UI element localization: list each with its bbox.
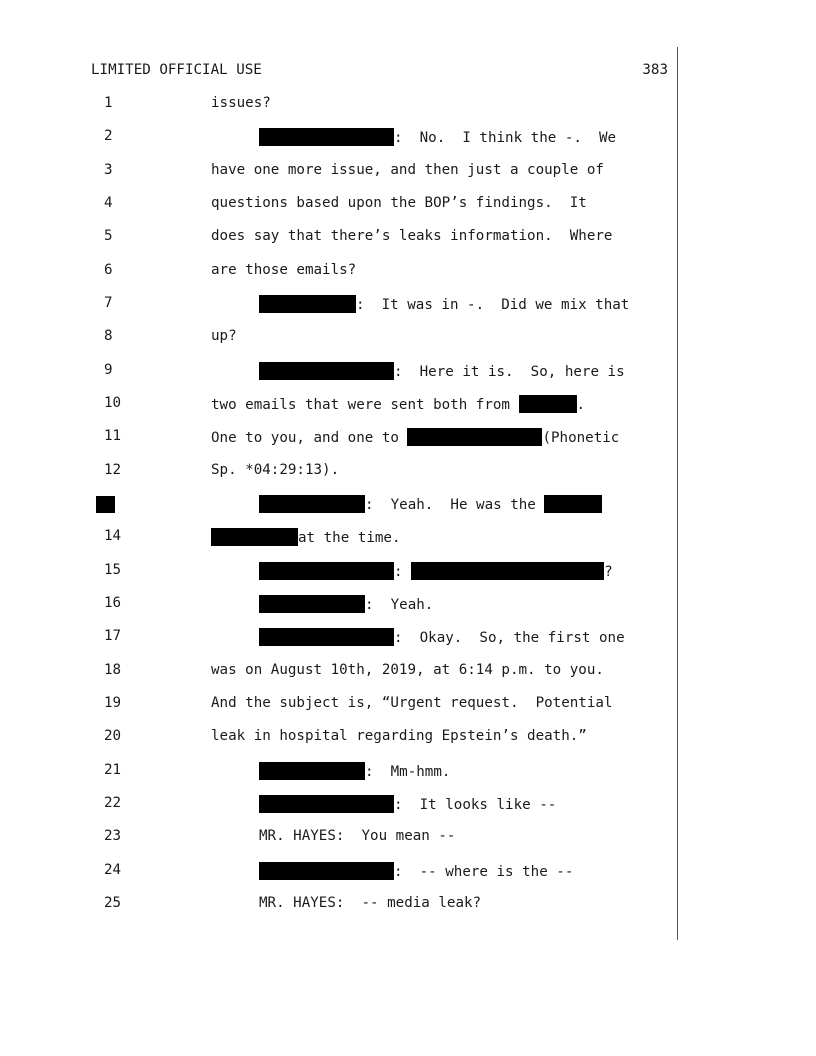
transcript-line: : -- where is the -- bbox=[259, 862, 573, 880]
redaction-box bbox=[259, 362, 394, 380]
transcript-line: are those emails? bbox=[211, 262, 357, 278]
transcript-line: MR. HAYES: You mean -- bbox=[259, 828, 456, 844]
line-number: 17 bbox=[104, 628, 122, 644]
transcript-line: : Mm-hmm. bbox=[259, 762, 450, 780]
line-number: 1 bbox=[104, 95, 113, 111]
transcript-line: issues? bbox=[211, 95, 271, 111]
redaction-box bbox=[407, 428, 542, 446]
redacted-line-number bbox=[96, 496, 115, 513]
line-number: 10 bbox=[104, 395, 122, 411]
transcript-line: does say that there’s leaks information. Where bbox=[211, 228, 613, 244]
redaction-box bbox=[259, 862, 394, 880]
redaction-box bbox=[259, 595, 365, 613]
line-number: 11 bbox=[104, 428, 122, 444]
transcript-line: And the subject is, “Urgent request. Potential bbox=[211, 695, 613, 711]
transcript-line: : Here it is. So, here is bbox=[259, 362, 625, 380]
line-number: 12 bbox=[104, 462, 122, 478]
transcript-line: One to you, and one to (Phonetic bbox=[211, 430, 620, 446]
line-number: 25 bbox=[104, 895, 122, 911]
line-number: 9 bbox=[104, 362, 113, 378]
redaction-box bbox=[544, 495, 602, 513]
line-number: 5 bbox=[104, 228, 113, 244]
redaction-box bbox=[519, 395, 577, 413]
transcript-line: : Yeah. He was the bbox=[259, 495, 602, 513]
redaction-box bbox=[259, 128, 394, 146]
redaction-box bbox=[259, 762, 365, 780]
header-classification: LIMITED OFFICIAL USE bbox=[91, 62, 262, 78]
transcript-line: : Yeah. bbox=[259, 595, 433, 613]
redaction-box bbox=[211, 528, 298, 546]
transcript-line: two emails that were sent both from . bbox=[211, 397, 586, 413]
transcript-line: : No. I think the -. We bbox=[259, 128, 616, 146]
line-number: 3 bbox=[104, 162, 113, 178]
redaction-box bbox=[259, 795, 394, 813]
redaction-box bbox=[259, 495, 365, 513]
line-number: 23 bbox=[104, 828, 122, 844]
transcript-line: : Okay. So, the first one bbox=[259, 628, 625, 646]
line-number: 15 bbox=[104, 562, 122, 578]
line-number: 19 bbox=[104, 695, 122, 711]
line-number: 6 bbox=[104, 262, 113, 278]
transcript-line: questions based upon the BOP’s findings. It bbox=[211, 195, 587, 211]
line-number: 4 bbox=[104, 195, 113, 211]
page-number: 383 bbox=[642, 62, 668, 78]
redaction-box bbox=[259, 562, 394, 580]
transcript-line: : It looks like -- bbox=[259, 795, 556, 813]
transcript-line: at the time. bbox=[211, 528, 401, 546]
transcript-line: MR. HAYES: -- media leak? bbox=[259, 895, 482, 911]
right-margin-rule bbox=[677, 47, 678, 940]
transcript-line: up? bbox=[211, 328, 237, 344]
transcript-line: : ? bbox=[259, 562, 613, 580]
line-number: 16 bbox=[104, 595, 122, 611]
line-number: 22 bbox=[104, 795, 122, 811]
transcript-line: Sp. *04:29:13). bbox=[211, 462, 340, 478]
redaction-box bbox=[259, 295, 356, 313]
transcript-line: have one more issue, and then just a couple of bbox=[211, 162, 604, 178]
line-number: 21 bbox=[104, 762, 122, 778]
redaction-box bbox=[259, 628, 394, 646]
transcript-line: : It was in -. Did we mix that bbox=[259, 295, 629, 313]
line-number: 2 bbox=[104, 128, 113, 144]
line-number: 24 bbox=[104, 862, 122, 878]
line-number: 7 bbox=[104, 295, 113, 311]
line-number: 14 bbox=[104, 528, 122, 544]
line-number: 18 bbox=[104, 662, 122, 678]
redaction-box bbox=[411, 562, 604, 580]
line-number: 8 bbox=[104, 328, 113, 344]
transcript-line: leak in hospital regarding Epstein’s death.” bbox=[211, 728, 587, 744]
line-number: 20 bbox=[104, 728, 122, 744]
transcript-line: was on August 10th, 2019, at 6:14 p.m. to you. bbox=[211, 662, 604, 678]
